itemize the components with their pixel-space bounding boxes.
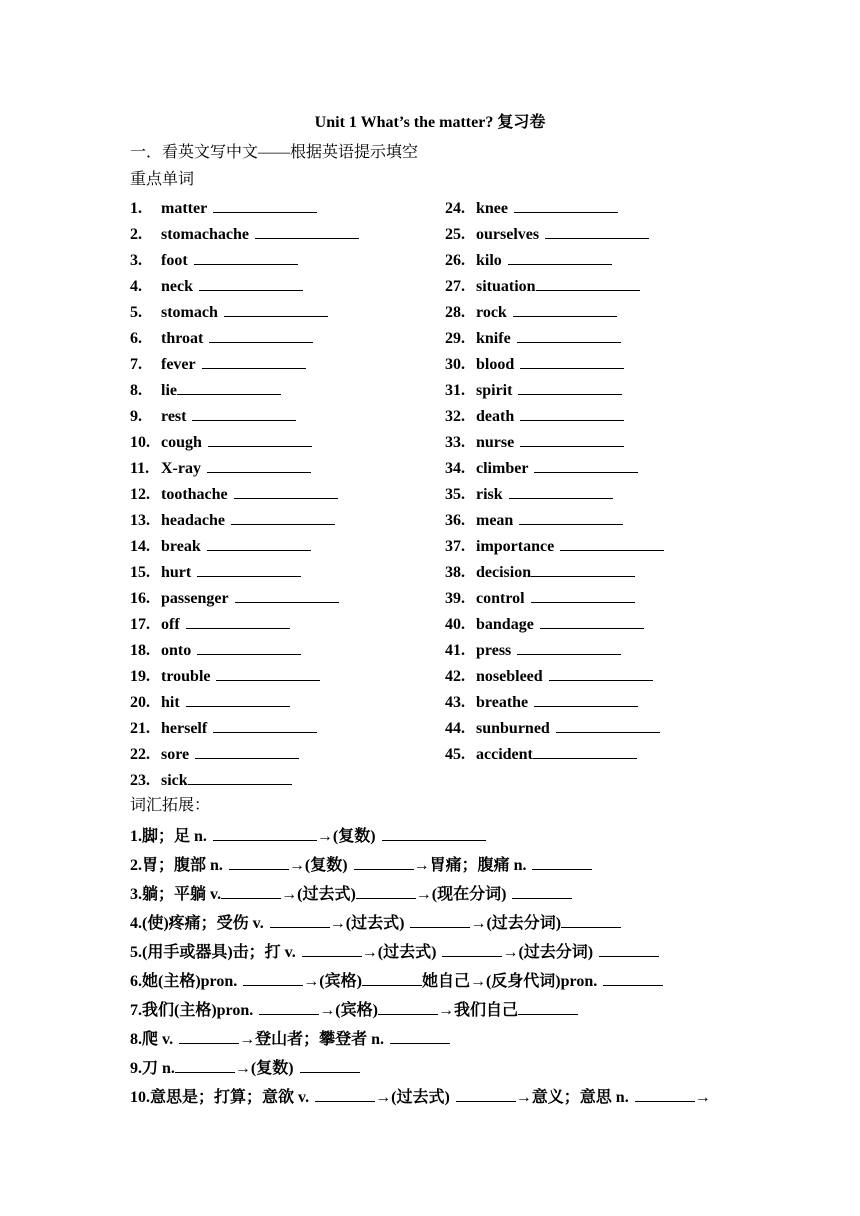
answer-blank[interactable]	[536, 275, 640, 291]
item-number: 39.	[445, 590, 465, 607]
ext-line-1	[130, 825, 486, 847]
answer-blank[interactable]	[255, 223, 359, 239]
item-number: 15.	[130, 564, 150, 581]
item-number: 3.	[130, 252, 142, 269]
answer-blank[interactable]	[520, 405, 624, 421]
word-item	[445, 327, 621, 347]
item-word: nosebleed	[476, 668, 543, 685]
answer-blank[interactable]	[509, 483, 613, 499]
item-word: neck	[161, 278, 193, 295]
item-number: 41.	[445, 642, 465, 659]
section-heading: 一．看英文写中文——根据英语提示填空	[130, 144, 419, 161]
answer-blank[interactable]	[382, 825, 486, 841]
ext-text: 10.意思是；打算；意欲 v.	[130, 1089, 310, 1106]
word-item	[445, 301, 617, 321]
item-number: 19.	[130, 668, 150, 685]
ext-line-6	[130, 970, 663, 992]
item-number: 7.	[130, 356, 142, 373]
page-title: Unit 1 What’s the matter? 复习卷	[314, 114, 546, 131]
answer-blank[interactable]	[513, 301, 617, 317]
ext-text: 1.脚；足 n.	[130, 828, 207, 845]
item-number: 26.	[445, 252, 465, 269]
answer-blank[interactable]	[512, 883, 572, 899]
item-word: bandage	[476, 616, 534, 633]
item-word: stomachache	[161, 226, 249, 243]
ext-text: →(过去式)	[361, 944, 437, 961]
item-word: passenger	[161, 590, 229, 607]
subheading-key-words: 重点单词	[130, 171, 195, 188]
answer-blank[interactable]	[534, 457, 638, 473]
answer-blank[interactable]	[235, 587, 339, 603]
ext-text: 8.爬 v.	[130, 1031, 174, 1048]
item-word: accident	[476, 746, 533, 763]
item-number: 27.	[445, 278, 465, 295]
answer-blank[interactable]	[518, 379, 622, 395]
answer-blank[interactable]	[224, 301, 328, 317]
answer-blank[interactable]	[300, 1057, 360, 1073]
answer-blank[interactable]	[532, 854, 592, 870]
word-item	[445, 223, 649, 243]
item-word: sunburned	[476, 720, 550, 737]
item-number: 24.	[445, 200, 465, 217]
answer-blank[interactable]	[518, 999, 578, 1015]
word-item	[130, 717, 317, 737]
word-item	[445, 379, 622, 399]
ext-text: 3.躺；平躺 v.	[130, 886, 222, 903]
word-item	[130, 613, 290, 633]
ext-text: 4.(使)疼痛；受伤 v.	[130, 915, 264, 932]
word-item	[130, 509, 335, 529]
item-number: 21.	[130, 720, 150, 737]
item-number: 38.	[445, 564, 465, 581]
item-number: 30.	[445, 356, 465, 373]
item-word: blood	[476, 356, 515, 373]
answer-blank[interactable]	[315, 1086, 375, 1102]
item-word: hurt	[161, 564, 192, 581]
item-word: cough	[161, 434, 202, 451]
word-item	[130, 197, 317, 217]
answer-blank[interactable]	[514, 197, 618, 213]
answer-blank[interactable]	[354, 854, 414, 870]
item-word: off	[161, 616, 180, 633]
item-number: 22.	[130, 746, 150, 763]
item-number: 36.	[445, 512, 465, 529]
answer-blank[interactable]	[175, 1057, 235, 1073]
item-word: rest	[161, 408, 187, 425]
item-word: sick	[161, 772, 188, 789]
item-word: press	[476, 642, 512, 659]
item-number: 35.	[445, 486, 465, 503]
word-item	[445, 275, 640, 295]
ext-text: →(现在分词)	[415, 886, 507, 903]
item-number: 11.	[130, 460, 150, 477]
item-word: knee	[476, 200, 508, 217]
ext-line-7	[130, 999, 578, 1021]
item-word: throat	[161, 330, 204, 347]
answer-blank[interactable]	[534, 691, 638, 707]
word-item	[130, 379, 281, 399]
ext-text: →(复数)	[234, 1060, 294, 1077]
ext-text: 2.胃；腹部 n.	[130, 857, 223, 874]
item-word: climber	[476, 460, 529, 477]
word-item	[130, 431, 312, 451]
answer-blank[interactable]	[197, 561, 301, 577]
answer-blank[interactable]	[517, 639, 621, 655]
item-word: spirit	[476, 382, 513, 399]
ext-text: →(复数)	[288, 857, 348, 874]
answer-blank[interactable]	[243, 970, 303, 986]
answer-blank[interactable]	[209, 327, 313, 343]
item-word: stomach	[161, 304, 218, 321]
word-item	[445, 457, 638, 477]
item-word: kilo	[476, 252, 502, 269]
ext-text: →(过去式)	[375, 1089, 450, 1106]
ext-text: 9.刀 n.	[130, 1060, 175, 1077]
ext-text: 5.(用手或器具)击；打 v.	[130, 944, 296, 961]
item-number: 32.	[445, 408, 465, 425]
word-item	[130, 301, 328, 321]
item-number: 44.	[445, 720, 465, 737]
answer-blank[interactable]	[410, 912, 470, 928]
ext-text: →我们自己	[437, 1002, 518, 1019]
answer-blank[interactable]	[188, 769, 292, 785]
ext-text: →(过去分词)	[470, 915, 562, 932]
answer-blank[interactable]	[442, 941, 502, 957]
answer-blank[interactable]	[561, 912, 621, 928]
answer-blank[interactable]	[216, 665, 320, 681]
answer-blank[interactable]	[194, 249, 298, 265]
item-word: decision	[476, 564, 532, 581]
word-item	[445, 535, 664, 555]
answer-blank[interactable]	[186, 691, 290, 707]
item-number: 13.	[130, 512, 150, 529]
word-item	[130, 639, 301, 659]
item-word: risk	[476, 486, 503, 503]
answer-blank[interactable]	[197, 639, 301, 655]
answer-blank[interactable]	[177, 379, 281, 395]
item-number: 16.	[130, 590, 150, 607]
answer-blank[interactable]	[560, 535, 664, 551]
word-item	[130, 769, 292, 789]
word-item	[130, 405, 296, 425]
ext-text: →(过去式)	[281, 886, 356, 903]
word-item	[445, 353, 624, 373]
item-number: 29.	[445, 330, 465, 347]
answer-blank[interactable]	[603, 970, 663, 986]
item-word: foot	[161, 252, 188, 269]
answer-blank[interactable]	[213, 717, 317, 733]
answer-blank[interactable]	[549, 665, 653, 681]
item-number: 18.	[130, 642, 150, 659]
answer-blank[interactable]	[213, 197, 317, 213]
word-item	[130, 249, 298, 269]
item-number: 10.	[130, 434, 150, 451]
ext-line-8	[130, 1028, 450, 1050]
item-word: situation	[476, 278, 536, 295]
item-word: headache	[161, 512, 225, 529]
word-item	[445, 613, 644, 633]
word-item	[445, 665, 653, 685]
item-number: 9.	[130, 408, 142, 425]
answer-blank[interactable]	[186, 613, 290, 629]
word-item	[130, 743, 299, 763]
item-number: 2.	[130, 226, 142, 243]
item-number: 42.	[445, 668, 465, 685]
item-number: 14.	[130, 538, 150, 555]
answer-blank[interactable]	[520, 353, 624, 369]
item-word: onto	[161, 642, 192, 659]
item-number: 45.	[445, 746, 465, 763]
answer-blank[interactable]	[195, 743, 299, 759]
word-item	[445, 717, 660, 737]
word-item	[130, 535, 311, 555]
ext-line-4	[130, 912, 621, 934]
ext-line-2	[130, 854, 592, 876]
item-word: knife	[476, 330, 511, 347]
item-word: lie	[161, 382, 177, 399]
item-number: 8.	[130, 382, 142, 399]
item-word: rock	[476, 304, 507, 321]
word-item	[130, 691, 290, 711]
item-number: 43.	[445, 694, 465, 711]
item-word: toothache	[161, 486, 228, 503]
answer-blank[interactable]	[229, 854, 289, 870]
word-item	[445, 509, 623, 529]
answer-blank[interactable]	[302, 941, 362, 957]
answer-blank[interactable]	[533, 743, 637, 759]
item-number: 4.	[130, 278, 142, 295]
answer-blank[interactable]	[456, 1086, 516, 1102]
word-item	[445, 691, 638, 711]
answer-blank[interactable]	[356, 883, 416, 899]
answer-blank[interactable]	[635, 1086, 695, 1102]
ext-text: →胃痛；腹痛 n.	[413, 857, 527, 874]
answer-blank[interactable]	[179, 1028, 239, 1044]
item-word: X-ray	[161, 460, 201, 477]
item-word: herself	[161, 720, 208, 737]
ext-line-9	[130, 1057, 360, 1079]
answer-blank[interactable]	[519, 509, 623, 525]
word-item	[130, 457, 311, 477]
word-item	[130, 483, 338, 503]
word-item	[130, 353, 306, 373]
item-number: 1.	[130, 200, 142, 217]
answer-blank[interactable]	[540, 613, 644, 629]
item-word: matter	[161, 200, 208, 217]
item-number: 5.	[130, 304, 142, 321]
answer-blank[interactable]	[508, 249, 612, 265]
item-number: 40.	[445, 616, 465, 633]
item-word: hit	[161, 694, 180, 711]
item-word: sore	[161, 746, 190, 763]
word-item	[445, 561, 635, 581]
word-item	[445, 483, 613, 503]
item-word: nurse	[476, 434, 515, 451]
ext-text: →	[694, 1089, 711, 1106]
ext-text: →(宾格)	[303, 973, 362, 990]
answer-blank[interactable]	[270, 912, 330, 928]
word-item	[445, 431, 624, 451]
item-number: 31.	[445, 382, 465, 399]
answer-blank[interactable]	[531, 587, 635, 603]
answer-blank[interactable]	[362, 970, 422, 986]
answer-blank[interactable]	[221, 883, 281, 899]
answer-blank[interactable]	[599, 941, 659, 957]
ext-line-3	[130, 883, 572, 905]
ext-text: →(过去式)	[329, 915, 405, 932]
word-item	[130, 223, 359, 243]
answer-blank[interactable]	[390, 1028, 450, 1044]
answer-blank[interactable]	[231, 509, 335, 525]
ext-text: →(复数)	[316, 828, 376, 845]
answer-blank[interactable]	[213, 825, 317, 841]
word-item	[445, 587, 635, 607]
ext-text: →意义；意思 n.	[515, 1089, 629, 1106]
word-item	[130, 561, 301, 581]
item-word: trouble	[161, 668, 211, 685]
subheading-vocab-extension: 词汇拓展：	[130, 797, 211, 814]
answer-blank[interactable]	[192, 405, 296, 421]
item-number: 34.	[445, 460, 465, 477]
item-word: breathe	[476, 694, 529, 711]
item-word: ourselves	[476, 226, 540, 243]
ext-line-5	[130, 941, 659, 963]
answer-blank[interactable]	[207, 535, 311, 551]
word-item	[445, 249, 612, 269]
ext-text: →登山者；攀登者 n.	[239, 1031, 385, 1048]
item-number: 17.	[130, 616, 150, 633]
word-item	[445, 197, 618, 217]
item-word: importance	[476, 538, 555, 555]
word-item	[130, 665, 320, 685]
item-number: 12.	[130, 486, 150, 503]
answer-blank[interactable]	[378, 999, 438, 1015]
ext-text: →(过去分词)	[502, 944, 594, 961]
answer-blank[interactable]	[207, 457, 311, 473]
answer-blank[interactable]	[208, 431, 312, 447]
item-word: mean	[476, 512, 514, 529]
word-item	[130, 275, 303, 295]
item-number: 20.	[130, 694, 150, 711]
answer-blank[interactable]	[531, 561, 635, 577]
item-number: 23.	[130, 772, 150, 789]
item-word: break	[161, 538, 201, 555]
answer-blank[interactable]	[517, 327, 621, 343]
item-word: death	[476, 408, 515, 425]
ext-text: 6.她(主格)pron.	[130, 973, 238, 990]
ext-line-10	[130, 1086, 711, 1108]
item-number: 37.	[445, 538, 465, 555]
word-item	[445, 405, 624, 425]
ext-text: 她自己→(反身代词)pron.	[421, 973, 598, 990]
item-number: 6.	[130, 330, 142, 347]
answer-blank[interactable]	[556, 717, 660, 733]
answer-blank[interactable]	[199, 275, 303, 291]
ext-text: 7.我们(主格)pron.	[130, 1002, 254, 1019]
item-number: 28.	[445, 304, 465, 321]
item-number: 33.	[445, 434, 465, 451]
answer-blank[interactable]	[545, 223, 649, 239]
item-word: fever	[161, 356, 196, 373]
ext-text: →(宾格)	[319, 1002, 378, 1019]
answer-blank[interactable]	[259, 999, 319, 1015]
item-number: 25.	[445, 226, 465, 243]
word-item	[445, 639, 621, 659]
word-item	[130, 327, 313, 347]
word-item	[445, 743, 637, 763]
item-word: control	[476, 590, 525, 607]
answer-blank[interactable]	[202, 353, 306, 369]
answer-blank[interactable]	[234, 483, 338, 499]
answer-blank[interactable]	[520, 431, 624, 447]
word-item	[130, 587, 339, 607]
